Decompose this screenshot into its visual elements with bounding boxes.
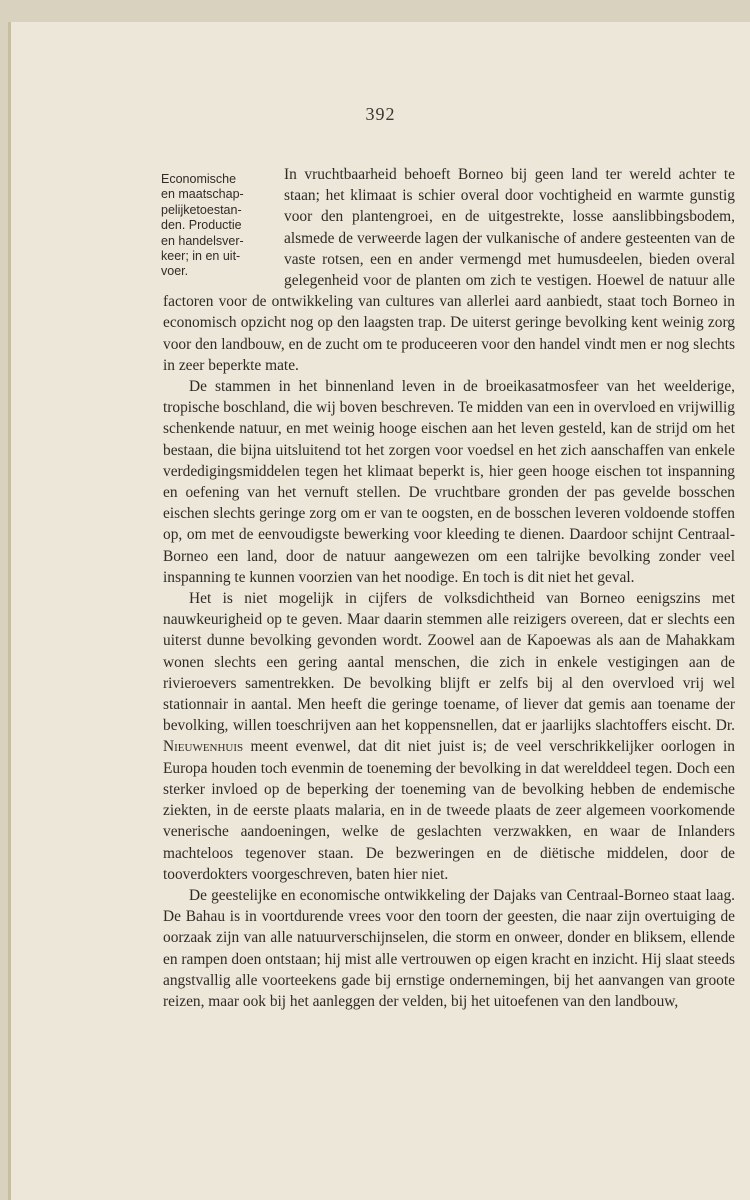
marginal-note-line: pelijketoestan- — [161, 202, 242, 217]
book-page — [8, 22, 750, 1200]
paragraph-text: In vruchtbaarheid behoeft Borneo bij geen land ter wereld achter te staan; het klimaat is schier overal door vochtigheid en warmte gunstig voor den plantengroei, en de uitgestrekte, losse aanslibbingsbodem, alsmede de verweerde lagen der vulkanische of andere gesteenten van de vaste rotsen, een en ander vermengd met humusdeelen, bieden overal gelegenheid voor de planten om zich te vestigen. Hoewel de natuur alle factoren voor de ontwikkeling van cultures van allerlei aard aanbiedt, staat toch Borneo in economisch opzicht nog op den laagsten trap. De uiterst geringe bevolking kent weinig zorg voor den landbouw, en de zucht om te produceeren voor den handel vindt men er nog slechts in zeer beperkte mate. — [163, 166, 735, 374]
marginal-note-line: Economische — [161, 172, 237, 186]
marginal-note-spacer — [163, 164, 284, 284]
body-text — [163, 164, 735, 1012]
paragraph — [163, 588, 735, 885]
paragraph-text: Het is niet mogelijk in cijfers de volksdichtheid van Borneo eenigszins met nauwkeurigheid op te geven. Maar daarin stemmen alle reizigers overeen, dat er slechts een uiterst dunne bevolking gevonden wordt. Zoowel aan de Kapoewas als aan de Mahakkam wonen slechts een gering aantal menschen, die zich in enkele vestigingen aan de rivieroevers samentrekken. De bevolking blijft er zelfs bij al den overvloed vrij wel stationnair in aantal. Men heeft die geringe toename, of liever dat gemis aan toename der bevolking, willen toeschrijven aan het koppensnellen, dat er jaarlijks slachtoffers eischt. Dr. — [163, 590, 735, 735]
marginal-note-line: en maatschap- — [161, 187, 244, 202]
paragraph — [163, 885, 735, 1012]
marginal-note-line: voer. — [161, 264, 189, 279]
author-name: Nieuwenhuis — [163, 738, 244, 756]
marginal-note-line: keer; in en uit- — [161, 249, 241, 264]
paragraph-text: meent evenwel, dat dit niet juist is; de veel verschrikkelijker oorlogen in Europa houden toch evenmin de toeneming der bevolking in dat werelddeel tegen. Doch een sterker invloed op de beperking der toeneming van de bevolking hebben de endemische ziekten, in de eerste plaats malaria, en in de tweede plaats de zeer algemeen voorkomende venerische aandoeningen, welke de geslachten verzwakken, en waar de Inlanders machteloos tegenover staan. De bezweringen en de diëtische middelen, door de tooverdokters voorgeschreven, baten hier niet. — [163, 738, 735, 883]
marginal-note-line: den. Productie — [161, 218, 242, 233]
paragraph-text: De geestelijke en economische ontwikkeling der Dajaks van Centraal-Borneo staat laag. De Bahau is in voortdurende vrees voor den toorn der geesten, die naar zijn overtuiging de oorzaak zijn van alle natuurverschijnselen, die storm en onweer, donder en bliksem, ellende en rampen doen ontstaan; hij mist alle vertrouwen op eigen kracht en inzicht. Hij slaat steeds angstvallig alle voorteekens gade bij ernstige ondernemingen, bij het aanvangen van groote reizen, maar ook bij het aanleggen der velden, bij het uitoefenen van den landbouw, — [163, 886, 735, 1010]
marginal-note-line: en handelsver- — [161, 233, 244, 248]
paragraph-text: De stammen in het binnenland leven in de broeikasatmosfeer van het weelderige, tropische boschland, die wij boven beschreven. Te midden van een in overvloed en vrijwillig schenkende natuur, en met weinig hooge eischen aan het leven gesteld, kan de strijd om het bestaan, die bijna uitsluitend tot het zorgen voor voedsel en het zich aanschaffen van enkele verdedigingsmiddelen tegen het klimaat beperkt is, hier geen hooge eischen tot inspanning en oefening van het vernuft stellen. De vruchtbare gronden der pas gevelde bosschen eischen slechts geringe zorg om er van te oogsten, en de bosschen leveren voldoende stoffen op, om met de eenvoudigste bewerking voor kleeding te dienen. Daardoor schijnt Centraal-Borneo een land, door de natuur aangewezen om een talrijke bevolking zonder veel inspanning te kunnen voorzien van het noodige. En toch is dit niet het geval. — [163, 378, 735, 586]
paragraph — [163, 376, 735, 588]
page-number: 392 — [365, 104, 396, 124]
